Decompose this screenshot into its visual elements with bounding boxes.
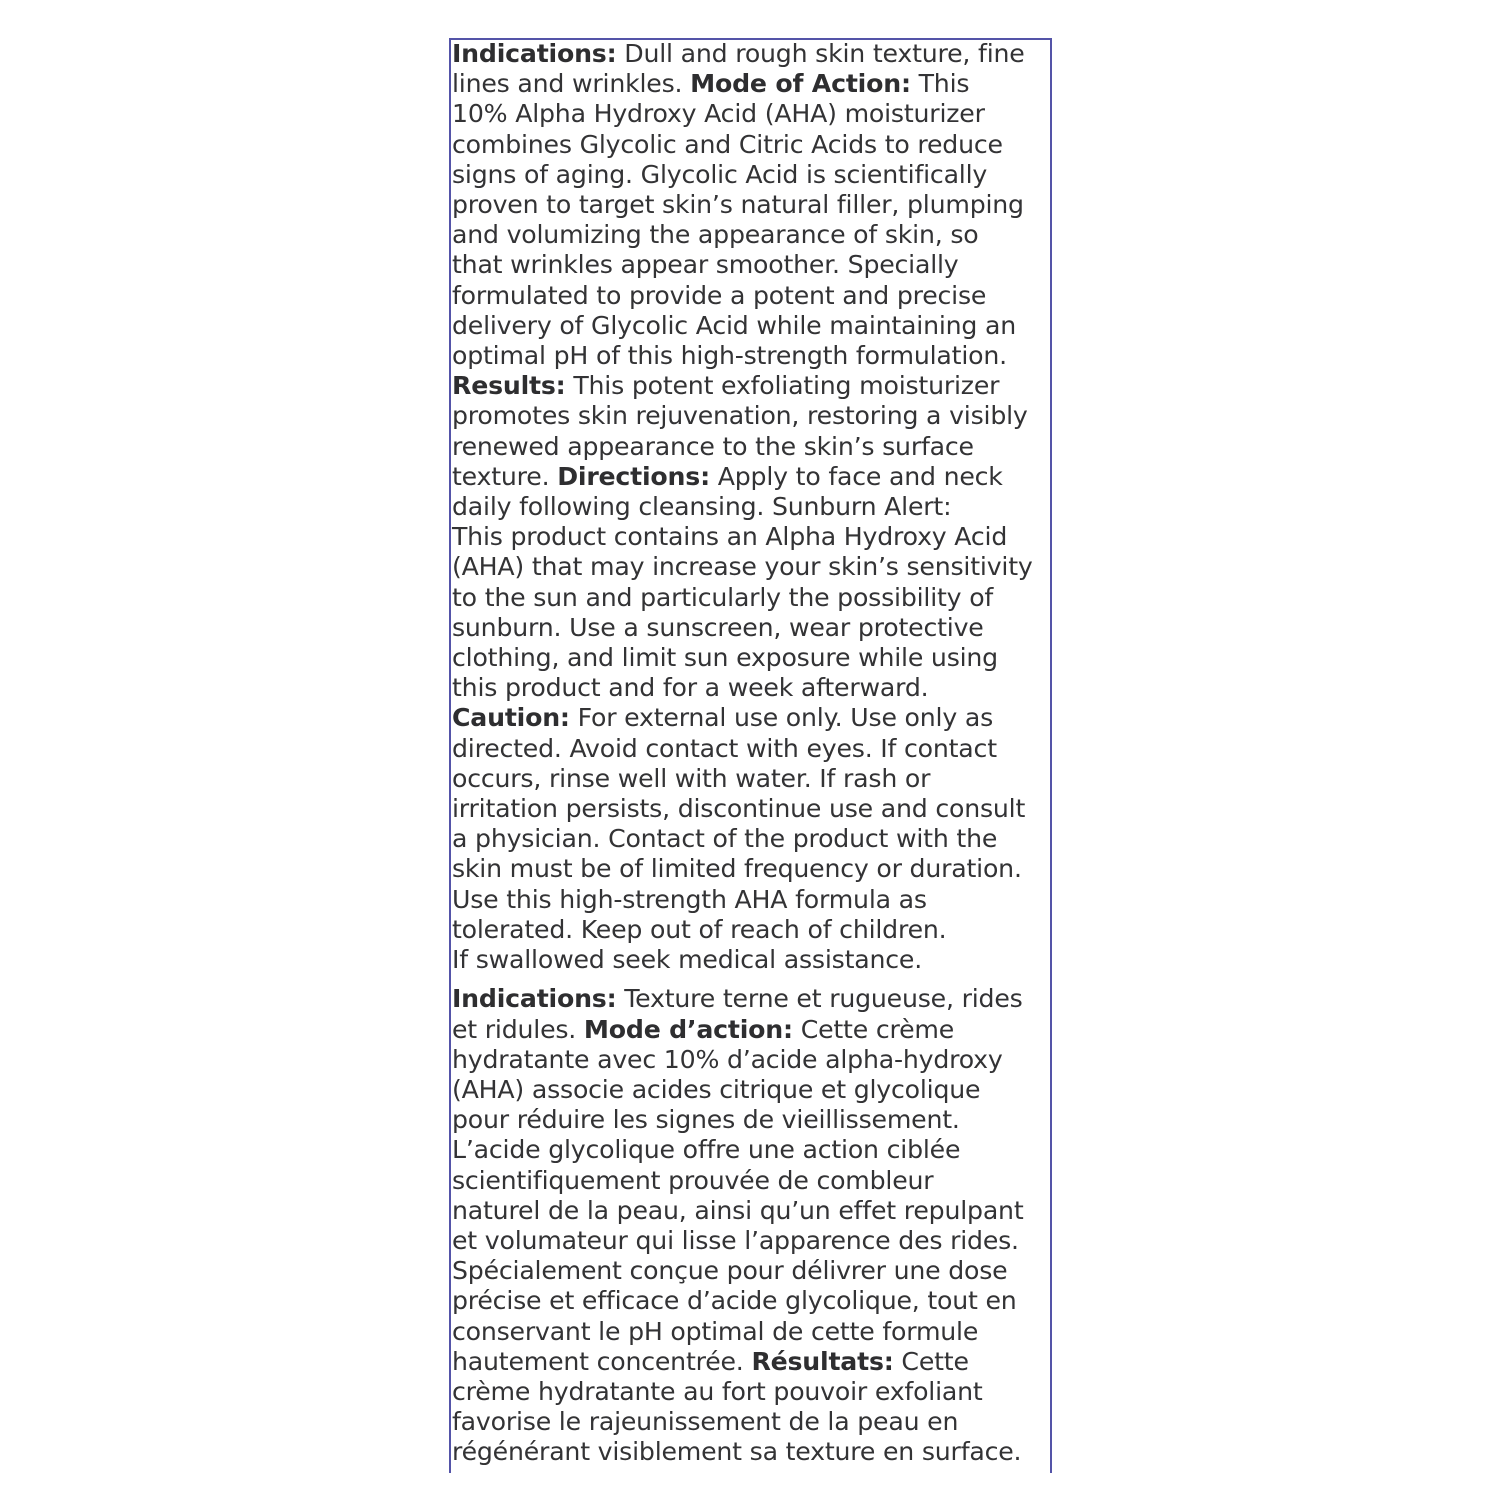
line-text: scientifiquement prouvée de combleur bbox=[452, 1165, 934, 1195]
text-line bbox=[452, 734, 1050, 764]
line-text: et ridules. bbox=[452, 1014, 584, 1044]
line-text: favorise le rajeunissement de la peau en bbox=[452, 1407, 959, 1437]
line-text: tolerated. Keep out of reach of children. bbox=[452, 914, 947, 944]
line-text: 10% Alpha Hydroxy Acid (AHA) moisturizer bbox=[452, 99, 985, 129]
line-text: to the sun and particularly the possibility of bbox=[452, 582, 994, 612]
line-text: Texture terne et rugueuse, rides bbox=[616, 984, 1023, 1014]
line-text: régénérant visiblement sa texture en surface. bbox=[452, 1437, 1022, 1467]
line-text: naturel de la peau, ainsi qu’un effet repulpant bbox=[452, 1195, 1024, 1225]
text-line bbox=[452, 462, 1050, 492]
line-text: directed. Avoid contact with eyes. If contact bbox=[452, 733, 997, 763]
text-line bbox=[452, 341, 1050, 371]
line-text: and volumizing the appearance of skin, so bbox=[452, 220, 979, 250]
text-line bbox=[452, 1015, 1050, 1045]
text-line bbox=[452, 39, 1050, 69]
line-text: pour réduire les signes de vieillissement. bbox=[452, 1105, 960, 1135]
line-text: that wrinkles appear smoother. Specially bbox=[452, 250, 959, 280]
line-text: Cette bbox=[893, 1346, 969, 1376]
text-line bbox=[452, 1347, 1050, 1377]
line-text: proven to target skin’s natural filler, plumping bbox=[452, 190, 1024, 220]
text-line bbox=[452, 824, 1050, 854]
line-text: L’acide glycolique offre une action ciblée bbox=[452, 1135, 961, 1165]
line-text: combines Glycolic and Citric Acids to reduce bbox=[452, 129, 1003, 159]
line-text: occurs, rinse well with water. If rash or bbox=[452, 763, 931, 793]
section-heading: Indications: bbox=[452, 39, 617, 68]
text-line bbox=[452, 1377, 1050, 1407]
text-line bbox=[452, 1135, 1050, 1165]
line-text: Cette crème bbox=[792, 1014, 955, 1044]
english-instructions bbox=[451, 39, 1050, 975]
text-line bbox=[452, 69, 1050, 99]
text-line bbox=[452, 915, 1050, 945]
text-line bbox=[452, 1075, 1050, 1105]
text-line bbox=[452, 371, 1050, 401]
text-line bbox=[452, 220, 1050, 250]
text-line bbox=[452, 854, 1050, 884]
section-heading: Mode of Action: bbox=[690, 69, 911, 99]
section-heading: Mode d’action: bbox=[583, 1014, 793, 1044]
text-line bbox=[452, 643, 1050, 673]
text-line bbox=[452, 1226, 1050, 1256]
text-line bbox=[452, 432, 1050, 462]
line-text: clothing, and limit sun exposure while using bbox=[452, 643, 998, 673]
text-line bbox=[452, 250, 1050, 280]
text-line bbox=[452, 1437, 1050, 1467]
line-text: a physician. Contact of the product with the bbox=[452, 824, 998, 854]
section-heading: Indications: bbox=[452, 984, 617, 1014]
text-line bbox=[452, 984, 1050, 1014]
line-text: Spécialement conçue pour délivrer une dose bbox=[452, 1256, 1008, 1286]
line-text: This bbox=[910, 69, 970, 99]
line-text: signs of aging. Glycolic Acid is scientifically bbox=[452, 159, 988, 189]
text-line bbox=[452, 492, 1050, 522]
text-line bbox=[452, 552, 1050, 582]
line-text: hydratante avec 10% d’acide alpha-hydroxy bbox=[452, 1044, 1003, 1074]
text-line bbox=[452, 673, 1050, 703]
line-text: daily following cleansing. Sunburn Alert: bbox=[452, 492, 952, 522]
section-heading: Caution: bbox=[452, 703, 570, 733]
line-text: (AHA) that may increase your skin’s sensitivity bbox=[452, 552, 1033, 582]
text-line bbox=[452, 1286, 1050, 1316]
text-line bbox=[452, 1317, 1050, 1347]
line-text: formulated to provide a potent and precise bbox=[452, 280, 987, 310]
line-text: skin must be of limited frequency or duration. bbox=[452, 854, 1022, 884]
line-text: optimal pH of this high-strength formulation. bbox=[452, 341, 1007, 371]
text-line bbox=[452, 764, 1050, 794]
line-text: et volumateur qui lisse l’apparence des rides. bbox=[452, 1225, 1019, 1255]
line-text: renewed appearance to the skin’s surface bbox=[452, 431, 974, 461]
text-line bbox=[452, 522, 1050, 552]
text-line bbox=[452, 99, 1050, 129]
line-text: delivery of Glycolic Acid while maintaining an bbox=[452, 310, 1017, 340]
text-line bbox=[452, 613, 1050, 643]
line-text: lines and wrinkles. bbox=[452, 69, 691, 99]
line-text: If swallowed seek medical assistance. bbox=[452, 945, 922, 975]
line-text: Apply to face and neck bbox=[709, 461, 1003, 491]
text-line bbox=[452, 583, 1050, 613]
line-text: crème hydratante au fort pouvoir exfoliant bbox=[452, 1376, 983, 1406]
line-text: texture. bbox=[452, 461, 558, 491]
text-line bbox=[452, 1407, 1050, 1437]
text-line bbox=[452, 703, 1050, 733]
text-line bbox=[452, 1256, 1050, 1286]
text-line bbox=[452, 160, 1050, 190]
section-heading: Directions: bbox=[557, 461, 710, 491]
text-line bbox=[452, 190, 1050, 220]
text-line bbox=[452, 1105, 1050, 1135]
line-text: irritation persists, discontinue use and consult bbox=[452, 794, 1026, 824]
line-text: précise et efficace d’acide glycolique, tout en bbox=[452, 1286, 1017, 1316]
line-text: This product contains an Alpha Hydroxy Acid bbox=[452, 522, 1008, 552]
text-line bbox=[452, 311, 1050, 341]
text-line bbox=[452, 1166, 1050, 1196]
section-heading: Résultats: bbox=[751, 1346, 894, 1376]
text-line bbox=[452, 130, 1050, 160]
line-text: this product and for a week afterward. bbox=[452, 673, 929, 703]
text-line bbox=[452, 945, 1050, 975]
line-text: hautement concentrée. bbox=[452, 1346, 752, 1376]
line-text: (AHA) associe acides citrique et glycolique bbox=[452, 1074, 981, 1104]
line-text: conservant le pH optimal de cette formule bbox=[452, 1316, 979, 1346]
text-line bbox=[452, 281, 1050, 311]
line-text: Dull and rough skin texture, fine bbox=[616, 39, 1025, 68]
text-line bbox=[452, 1045, 1050, 1075]
line-text: Use this high-strength AHA formula as bbox=[452, 884, 927, 914]
product-label-panel bbox=[449, 38, 1052, 1473]
text-line bbox=[452, 401, 1050, 431]
text-line bbox=[452, 794, 1050, 824]
text-line bbox=[452, 885, 1050, 915]
section-heading: Results: bbox=[452, 371, 566, 401]
line-text: sunburn. Use a sunscreen, wear protective bbox=[452, 612, 984, 642]
text-line bbox=[452, 1196, 1050, 1226]
line-text: This potent exfoliating moisturizer bbox=[565, 371, 1000, 401]
line-text: For external use only. Use only as bbox=[569, 703, 993, 733]
french-instructions bbox=[451, 984, 1050, 1467]
line-text: promotes skin rejuvenation, restoring a visibly bbox=[452, 401, 1028, 431]
